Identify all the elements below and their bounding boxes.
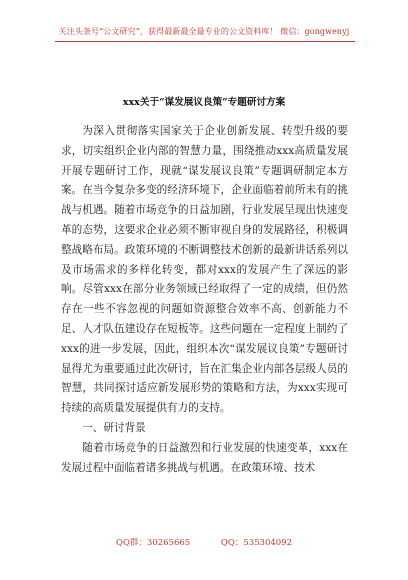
header-divider [55, 41, 355, 42]
section-heading: 一、研讨背景 [82, 421, 146, 434]
document-body [61, 122, 348, 478]
page-header-banner: 关注头条号“公文研究”，获得最新最全最专业的公文资料库！ 微信：gongwenyj [58, 27, 350, 36]
qq-contact-label: QQ：535304092 [220, 538, 292, 548]
body-paragraph: 为深入贯彻落实国家关于企业创新发展、转型升级的要求，切实组织企业内部的智慧力量，围绕推动xxx高质量发展开展专题研讨工作，现就“谋发展议良策”专题调研制定本方案。在当今复杂多变的经济环境下，企业面临着前所未有的挑战与机遇。随着市场竞争的日益加剧，行业发展呈现出快速变革的态势，这要求企业必须不断审视自身的发展路径，积极调整战略布局。政策环境的不断调整技术创新的最新讲话系列以及市场需求的多样化转变，都对xxx的发展产生了深远的影响。尽管xxx在部分业务领域已经取得了一定的成绩，但仍然存在一些不容忽视的问题如资源整合效率不高、创新能力不足、人才队伍建设存在短板等。这些问题在一定程度上制约了xxx的进一步发展，因此，组织本次“谋发展议良策”专题研讨显得尤为重要通过此次研讨，旨在汇集企业内部各层级人员的智慧，共同探讨适应新发展形势的策略和方法，为xxx实现可持续的高质量发展提供有力的支持。 [61, 125, 348, 415]
document-title: xxx关于“谋发展议良策”专题研讨方案 [122, 97, 286, 108]
body-paragraph: 随着市场竞争的日益激烈和行业发展的快速变革，xxx在发展过程中面临着诸多挑战与机遇。在政策环境、技术 [61, 441, 348, 474]
qq-group-label: QQ群：30265665 [115, 538, 191, 548]
page-footer [0, 536, 408, 548]
